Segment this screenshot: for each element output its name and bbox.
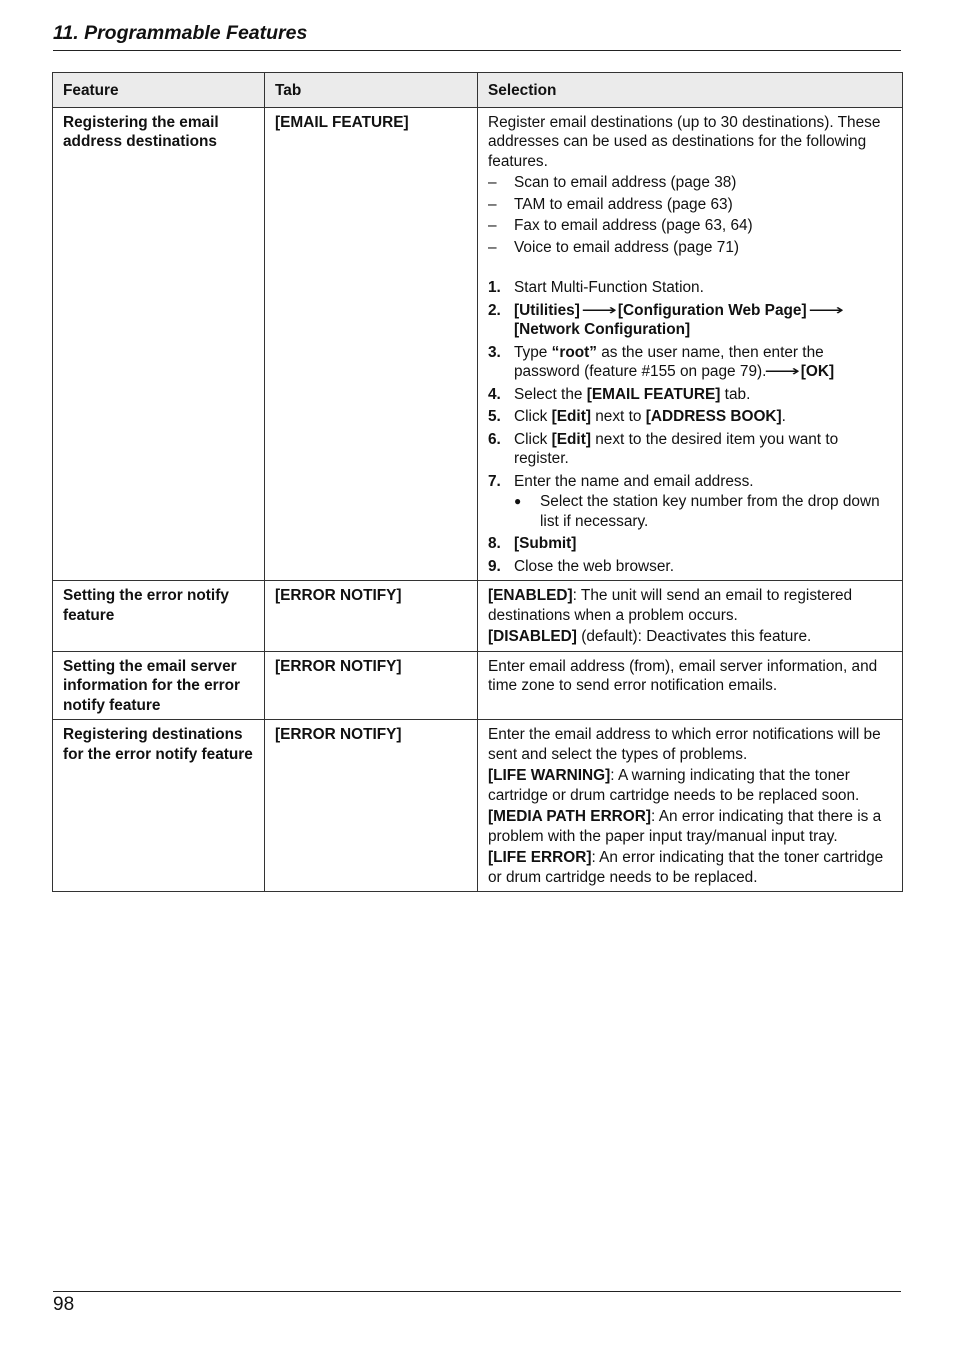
step-item [488, 385, 892, 405]
option-life-error [488, 848, 892, 887]
feature-cell: Setting the error notify feature [53, 581, 265, 652]
step-number: 6. [488, 430, 501, 448]
step-text-part: Click [514, 430, 552, 448]
ok-label: [OK] [800, 363, 835, 380]
edit-label: [Edit] [551, 430, 591, 448]
step-text: Close the web browser. [514, 557, 674, 575]
option-desc: (default): Deactivates this feature. [576, 628, 812, 645]
selection-intro: Enter the email address to which error notifications will be sent and select the types of problems. [488, 726, 881, 763]
option-label: [LIFE ERROR] [488, 849, 592, 866]
address-book-label: [ADDRESS BOOK] [645, 408, 782, 425]
table-row [53, 651, 903, 720]
step-text-part: next to the desired item you want to register. [514, 430, 839, 467]
column-header-tab: Tab [265, 73, 478, 108]
selection-cell: Enter email address (from), email server information, and time zone to send error notification emails. [478, 651, 903, 720]
step-text-part: next to [590, 408, 646, 425]
list-item [488, 216, 892, 236]
step-number: 8. [488, 535, 501, 552]
list-item [488, 238, 892, 258]
step-text-part: Type [514, 343, 552, 361]
programmable-features-table [52, 72, 903, 892]
step-text [514, 343, 892, 382]
column-header-selection: Selection [478, 73, 903, 108]
feature-cell: Setting the email server information for the error notify feature [53, 651, 265, 720]
dash-marker: – [488, 174, 497, 191]
step-number: 5. [488, 408, 501, 425]
steps-list [488, 278, 892, 576]
feature-cell: Registering destinations for the error notify feature [53, 720, 265, 892]
list-item-text: TAM to email address (page 63) [514, 195, 733, 213]
table-row [53, 581, 903, 652]
sub-bullet [514, 492, 892, 531]
dash-marker: – [488, 195, 497, 213]
step-text-part: . [781, 408, 786, 425]
option-media-path-error [488, 807, 892, 846]
feature-cell: Registering the email address destinations [53, 107, 265, 581]
step-number: 9. [488, 557, 501, 575]
step-text: [Submit] [514, 535, 577, 552]
option-life-warning [488, 766, 892, 805]
step-text [514, 430, 892, 469]
step-number: 4. [488, 385, 501, 403]
option-label: [MEDIA PATH ERROR] [488, 808, 652, 825]
arrow-right-icon: ⟶ [807, 301, 844, 319]
step-text: Start Multi-Function Station. [514, 279, 704, 296]
step-number: 1. [488, 279, 501, 296]
feature-list [488, 173, 892, 257]
option-label: [LIFE WARNING] [488, 767, 611, 784]
option-desc: : A warning indicating that the toner cartridge or drum cartridge needs to be replaced soon. [488, 767, 860, 804]
tab-cell: [EMAIL FEATURE] [265, 107, 478, 581]
table-row [53, 720, 903, 892]
step-number: 3. [488, 343, 501, 361]
edit-label: [Edit] [551, 408, 591, 425]
step-number: 7. [488, 472, 501, 490]
list-item [488, 173, 892, 193]
option-label: [DISABLED] [488, 628, 577, 645]
step-text-part: as the user name, then enter the password (feature #155 on page 79). [514, 343, 824, 380]
list-item-text: Fax to email address (page 63, 64) [514, 217, 753, 234]
selection-cell [478, 720, 903, 892]
option-disabled [488, 627, 892, 647]
step-text [514, 385, 750, 405]
sub-bullet-text: Select the station key number from the drop down list if necessary. [540, 493, 880, 530]
dash-marker: – [488, 238, 497, 256]
list-item-text: Voice to email address (page 71) [514, 238, 740, 256]
menu-path-network-config: [Network Configuration] [514, 321, 691, 338]
arrow-right-icon: ⟶ [764, 363, 800, 380]
list-item [488, 195, 892, 215]
menu-path-config-web-page: [Configuration Web Page] [617, 301, 807, 319]
step-item [488, 407, 892, 427]
user-name-root: “root” [551, 343, 597, 361]
section-title: 11. Programmable Features [53, 22, 308, 44]
step-number: 2. [488, 301, 501, 319]
step-item [488, 301, 892, 340]
step-item [488, 430, 892, 469]
option-desc: : The unit will send an email to registered destinations when a problem occurs. [488, 587, 853, 624]
selection-cell [478, 581, 903, 652]
bullet-icon: ● [514, 494, 522, 508]
dash-marker: – [488, 217, 497, 234]
selection-intro: Register email destinations (up to 30 destinations). These addresses can be used as destinations for the following features. [488, 113, 881, 170]
tab-cell: [ERROR NOTIFY] [265, 651, 478, 720]
page-footer [53, 1291, 901, 1316]
arrow-right-icon: ⟶ [581, 301, 617, 319]
option-desc: : An error indicating that there is a problem with the paper input tray/manual input tray. [488, 808, 882, 845]
step-text [514, 472, 892, 532]
tab-name: [EMAIL FEATURE] [586, 385, 721, 403]
page-header [53, 22, 901, 51]
option-desc: : An error indicating that the toner cartridge or drum cartridge needs to be replaced. [488, 849, 884, 886]
step-item [488, 557, 892, 577]
step-text-part: Click [514, 408, 552, 425]
option-enabled [488, 586, 892, 625]
step-item [488, 534, 892, 554]
tab-cell: [ERROR NOTIFY] [265, 720, 478, 892]
page-number: 98 [53, 1294, 75, 1315]
step-text [514, 301, 845, 340]
selection-cell [478, 107, 903, 581]
step-text-part: Select the [514, 385, 587, 403]
table-row [53, 107, 903, 581]
tab-cell: [ERROR NOTIFY] [265, 581, 478, 652]
column-header-feature: Feature [53, 73, 265, 108]
step-item [488, 472, 892, 532]
step-text-part: tab. [720, 385, 751, 403]
step-item [488, 343, 892, 382]
option-label: [ENABLED] [488, 587, 573, 604]
step-item [488, 278, 892, 298]
list-item-text: Scan to email address (page 38) [514, 174, 737, 191]
table-header-row [53, 73, 903, 108]
step-text [514, 407, 786, 427]
step-text-part: Enter the name and email address. [514, 472, 754, 490]
menu-path-utilities: [Utilities] [514, 301, 580, 319]
